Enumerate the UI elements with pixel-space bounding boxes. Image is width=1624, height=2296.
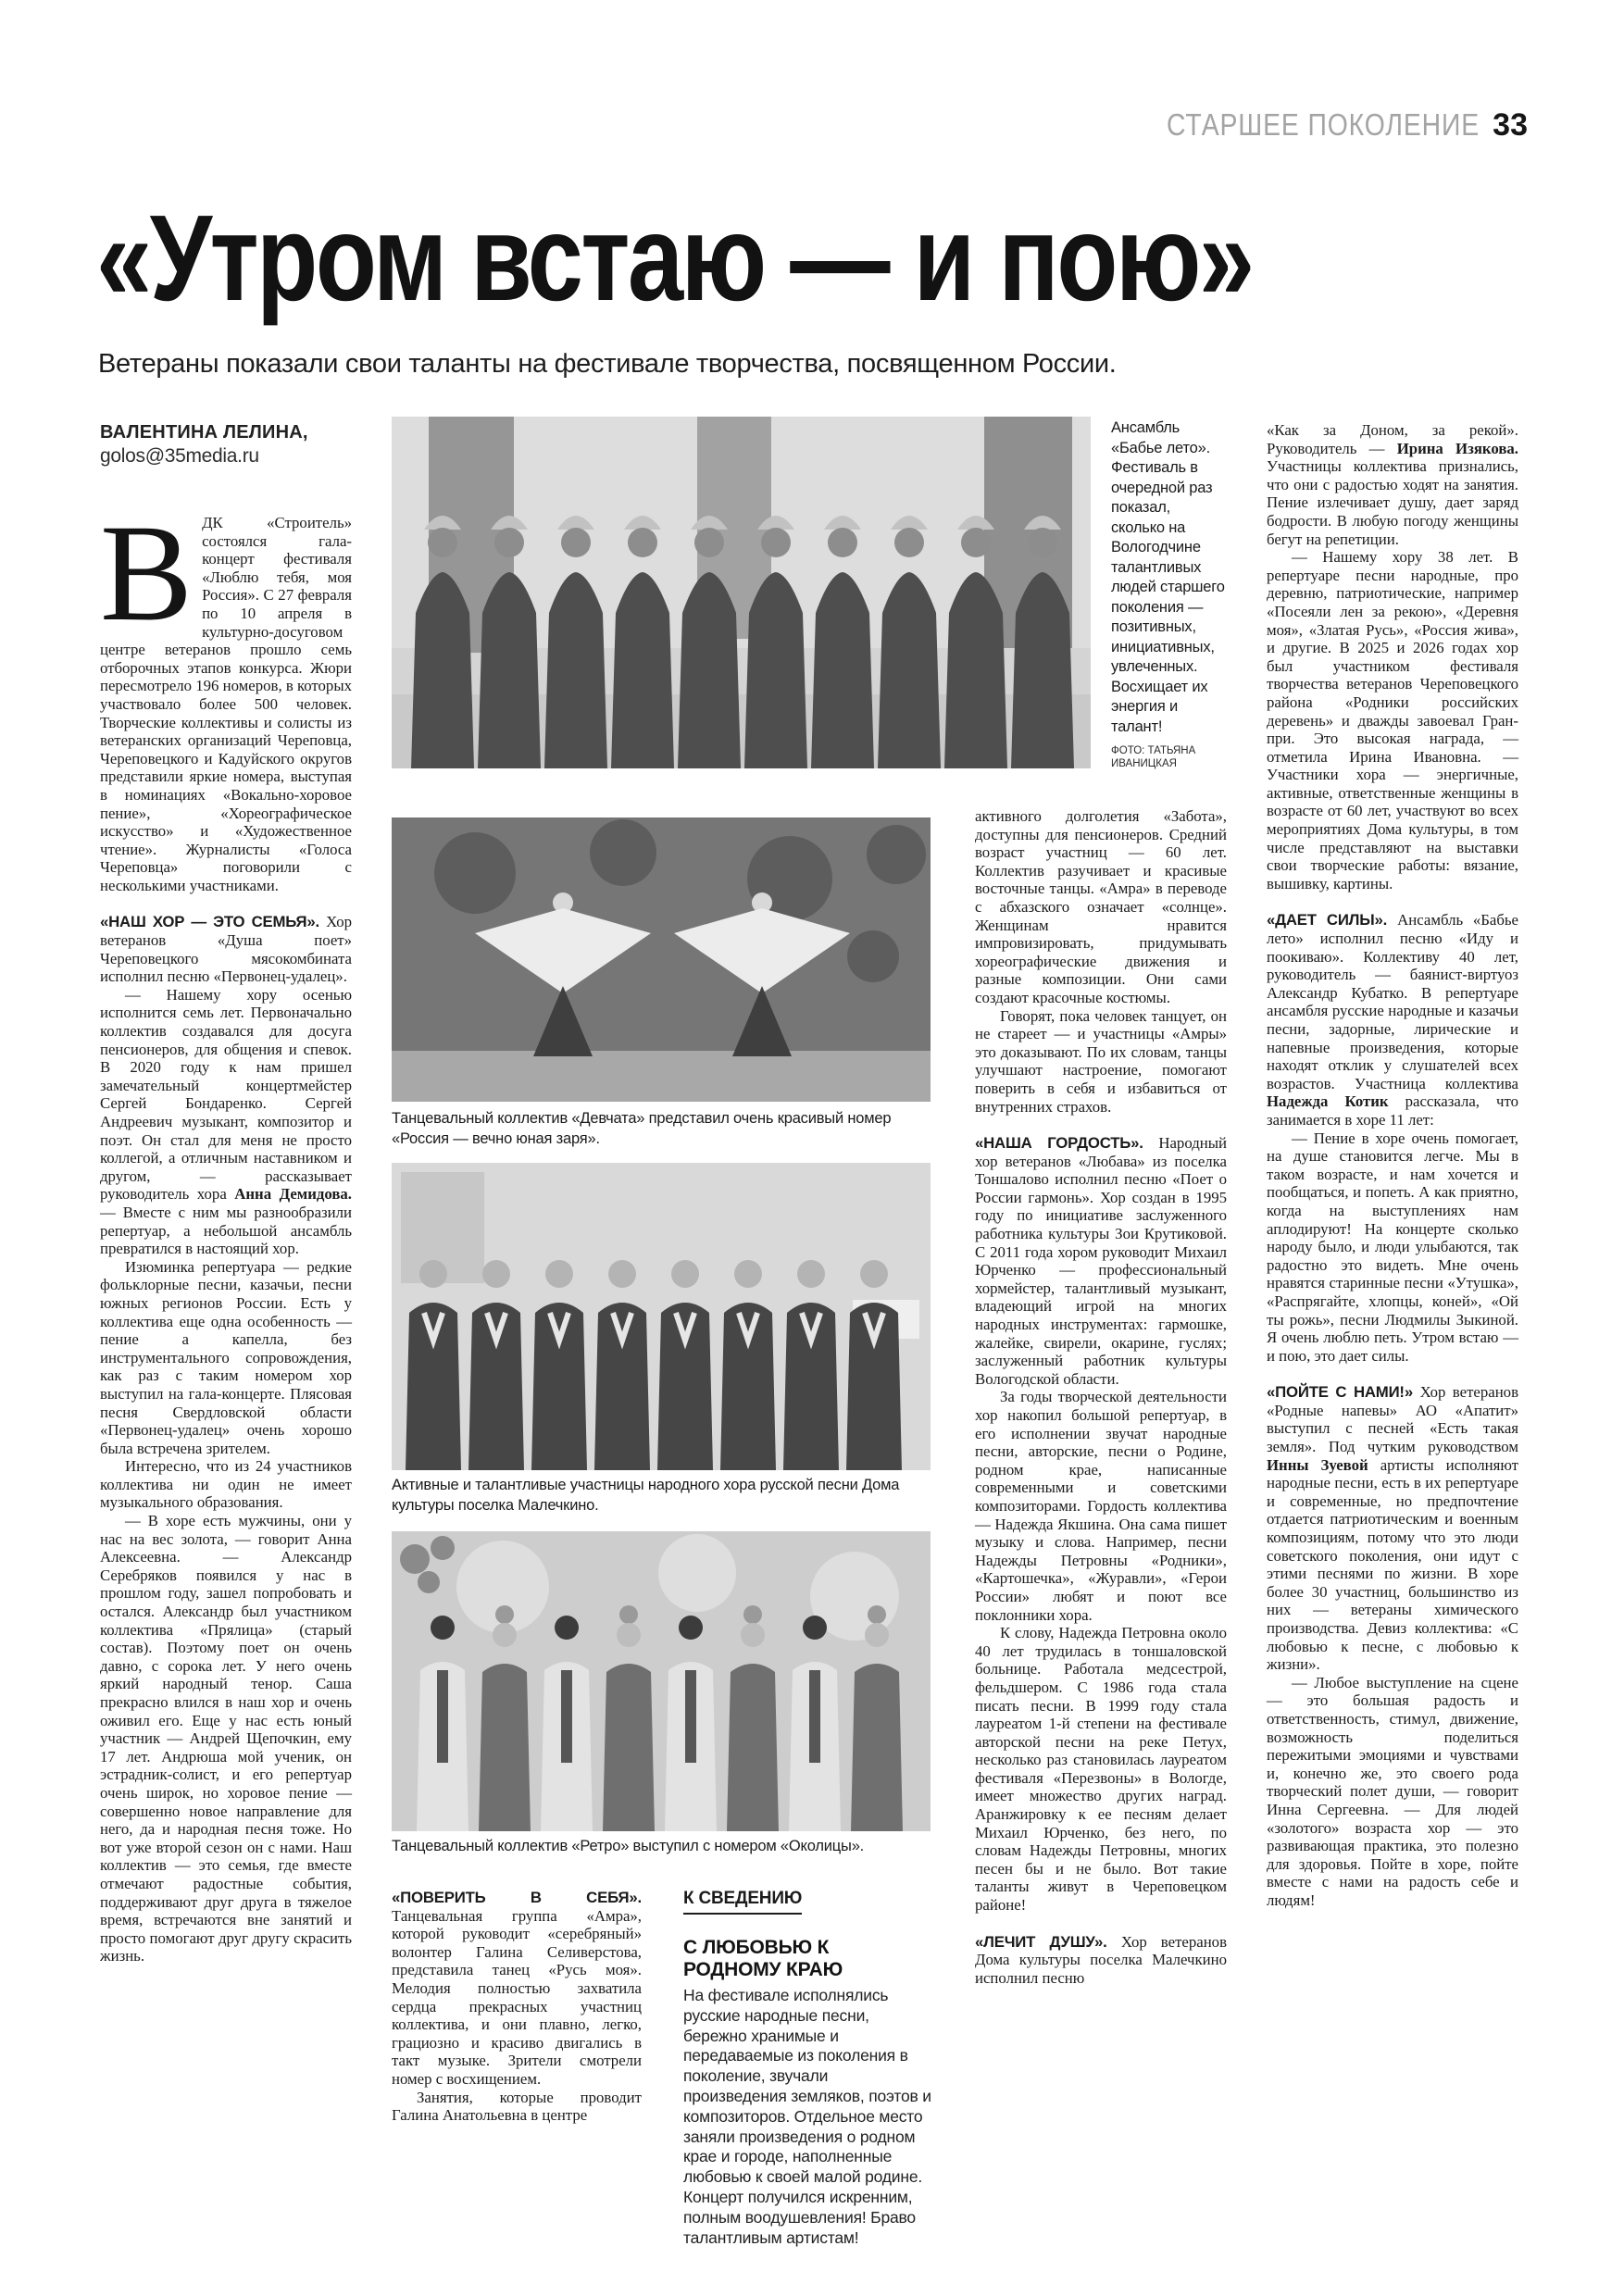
article-paragraph: Интересно, что из 24 участников коллектива ни один не имеет музыкального образования.	[100, 1457, 352, 1512]
article-paragraph: — Нашему хору осенью исполнится семь лет. Первоначально коллектив создавался для досуга пенсионеров, для общения и спевок. В 2020 году к нам пришел замечательный концертмейстер Сергей Бондаренко. Сергей Андреевич музыкант, композитор и поэт. Он стал для меня не просто коллегой, а отличным наставником и другом, — рассказывает руководитель хора Анна Демидова. — Вместе с ним мы разнообразили репертуар, а небольшой ансамбль превратился в настоящий хор.	[100, 985, 352, 1258]
article-paragraph: активного долголетия «Забота», доступны для пенсионеров. Средний возраст участниц — 60 лет. Коллектив разучивает и красивые восточные танцы. «Амра» в переводе с абхазского означает «солнце». Женщинам нравится импровизировать, придумывать хореографические движения и разные композиции. Они сами создают красочные костюмы.	[975, 807, 1227, 1006]
page-folio	[1116, 107, 1528, 144]
photo1-caption-block	[1111, 418, 1228, 770]
article-text-col1	[100, 496, 352, 1965]
section-label: СТАРШЕЕ ПОКОЛЕНИЕ	[1167, 107, 1480, 142]
article-paragraph: «ПОЙТЕ С НАМИ!» Хор ветеранов «Родные напевы» АО «Апатит» выступил с песней «Есть такая земля». Под чутким руководством Инны Зуевой артисты исполняют народные песни, есть в их репертуаре и современные, но предпочтение отдается патриотическим и военным композициям, потому что это люди советского поколения, они идут с этими песнями по жизни. В хоре более 30 участниц, большинство из них — ветераны химического производства. Девиз коллектива: «С любовью к песне, с любовью к жизни».	[1267, 1383, 1518, 1674]
article-paragraph: К слову, Надежда Петровна около 40 лет трудилась в тоншаловской больнице. Работала медсестрой, фельдшером. С 1986 года стала писать песни. В 1999 году стала лауреатом 1-й степени на фестивале авторской песни на реке Петух, несколько раз становилась лауреатом фестиваля «Перезвоны» в Вологде, имеет множество других наград. Аранжировку к ее песням делает Михаил Юрченко, без него, по словам Надежды Петровны, многих песен бы и не было. Вот такие таланты живут в Череповецком районе!	[975, 1624, 1227, 1915]
article-paragraph: — Любое выступление на сцене — это большая радость и ответственность, стимул, движение, возможность поделиться пережитыми эмоциями и чувствами и, конечно же, это своего рода творческий полет души, — говорит Инна Сергеевна. — Для людей «золотого» возраста хор — это развивающая практика, это полезно для здоровья. Пойте в хоре, пойте вместе с нами на радость себе и людям!	[1267, 1673, 1518, 1909]
article-column-5	[1267, 421, 1518, 1910]
photo-devchata-dance	[392, 817, 931, 1102]
article-headline: «Утром встаю — и пою»	[96, 190, 1253, 326]
article-paragraph: — В хоре есть мужчины, они у нас на вес золота, — говорит Анна Алексеевна. — Александр Серебряков появился у нас в прошлом году, зашел попробовать и остался. Александр был участником коллектива «Прялица» (старый состав). Поэтому поет он очень давно, с сорока лет. У него очень яркий народный тенор. Саша прекрасно влился в наш хор и очень оживил его. Еще у нас есть юный участник — Андрей Щепочкин, ему 17 лет. Андрюша мой ученик, он эстрадник-солист, и его репертуар очень широк, но хоровое пение — совершенно новое направление для него, да и народная песня тоже. Но вот уже второй сезон он с нами. Наш коллектив — это семья, где вместе отмечают радостные события, поддерживают друг друга в тяжелое время, встречаются вне занятий и просто помогают друг другу скрасить жизнь.	[100, 1512, 352, 1965]
photo4-caption: Танцевальный коллектив «Ретро» выступил с номером «Околицы».	[392, 1838, 865, 1854]
article-paragraph: «НАША ГОРДОСТЬ». Народный хор ветеранов «Любава» из поселка Тоншалово исполнил песню «Поет о России гармонь». Хор создан в 1995 году по инициативе заслуженного работника культуры Зои Крутиковой. С 2011 года хором руководит Михаил Юрченко — профессиональный хормейстер, талантливый музыкант, владеющий игрой на многих народных инструментах: гармошке, жалейке, свирели, окарине, гуслях; заслуженный работник культуры Вологодской области.	[975, 1134, 1227, 1388]
article-paragraph: За годы творческой деятельности хор накопил большой репертуар, в его исполнении звучат народные песни, авторские, песни о Родине, родном крае, написанные современными и советскими композиторами. Гордость коллектива — Надежда Якшина. Она сама пишет музыку и слова. Например, песни Надежды Петровны «Родники», «Картошечка», «Журавли», «Герои России» любят и поют все поклонники хора.	[975, 1388, 1227, 1624]
photo2-caption: Танцевальный коллектив «Девчата» представил очень красивый номер «Россия — вечно юная заря».	[392, 1110, 892, 1147]
info-box	[683, 1889, 931, 2248]
article-paragraph: ВДК «Строитель» состоялся гала-концерт фестиваля «Люблю тебя, моя Россия». С 27 февраля по 10 апреля в культурно-досуговом центре ветеранов прошло семь отборочных этапов конкурса. Жюри пересмотрело 196 номеров, в которых участвовало более 500 человек. Творческие коллективы и солисты из ветеранских организаций Череповца, Череповецкого и Кадуйского округов представили яркие номера, выступая в номинациях «Вокально-хоровое пение», «Хореографическое искусство» и «Художественное чтение». Журналисты «Голоса Череповца» поговорили с несколькими участниками.	[100, 496, 352, 894]
info-box-kicker: К СВЕДЕНИЮ	[683, 1889, 802, 1915]
photo3-caption: Активные и талантливые участницы народного хора русской песни Дома культуры поселка Малечкино.	[392, 1477, 900, 1514]
photo-retro-group	[392, 1531, 931, 1831]
article-column-4	[975, 807, 1227, 1987]
photo-placeholder-graphic	[392, 1163, 931, 1470]
article-paragraph: «ПОВЕРИТЬ В СЕБЯ». Танцевальная группа «Амра», которой руководит «серебряный» волонтер Галина Селиверстова, представила танец «Русь моя». Мелодия полностью захватила сердца прекрасных участниц коллектива, и они плавно, легко, грациозно и красиво двигались в такт музыке. Зрители смотрели номер с восхищением.	[392, 1889, 642, 2088]
article-paragraph: «ДАЕТ СИЛЫ». Ансамбль «Бабье лето» исполнил песню «Иду и поокиваю». Коллективу 40 лет, руководитель — баянист-виртуоз Александр Кубатко. В репертуаре ансамбля русские народные и казачьи песни, задорные, лирические и напевные произведения, которые находят отклик у слушателей всех возрастов. Участница коллектива Надежда Котик рассказала, что занимается в хоре 11 лет:	[1267, 911, 1518, 1129]
article-paragraph: Изюминка репертуара — редкие фольклорные песни, казачьи, песни южных регионов России. Есть у коллектива еще одна особенность — пение а капелла, без инструментального сопровождения, как раз с таким номером хор выступил на гала-концерте. Плясовая песня Свердловской области «Первонец-удалец» очень хорошо была встречена зрителем.	[100, 1257, 352, 1457]
article-paragraph: — Нашему хору 38 лет. В репертуаре песни народные, про деревню, патриотические, например «Посеяли лен за рекою», «Деревня моя», «Златая Русь», «Россия жива», и другие. В 2025 и 2026 годах хор был участником фестиваля творчества ветеранов Череповецкого района «Родники российских деревень» и дважды завоевал Гран-при. Это высокая награда, — отметила Ирина Ивановна. — Участники хора — энергичные, активные, ответственные женщины в возрасте от 60 лет, участвуют во всех мероприятиях Дома культуры, в том числе представляют на выставки свои творческие работы: вязание, вышивку, картины.	[1267, 548, 1518, 892]
byline-author: ВАЛЕНТИНА ЛЕЛИНА,	[100, 422, 308, 443]
photo1-credit: ФОТО: ТАТЬЯНА ИВАНИЦКАЯ	[1111, 745, 1196, 769]
photo-placeholder-graphic	[392, 817, 931, 1102]
drop-cap: В	[100, 496, 194, 650]
byline	[100, 421, 352, 468]
photo-ensemble-babye-leto	[392, 417, 1091, 768]
info-box-title: С ЛЮБОВЬЮ К РОДНОМУ КРАЮ	[683, 1937, 843, 1980]
article-paragraph: «НАШ ХОР — ЭТО СЕМЬЯ». Хор ветеранов «Душа поет» Череповецкого мясокомбината исполнил песню «Первонец-удалец».	[100, 913, 352, 986]
photo-placeholder-graphic	[392, 417, 1091, 768]
article-column-2	[392, 1889, 642, 2125]
info-box-body: На фестивале исполнялись русские народные песни, бережно хранимые и передаваемые из поколения в поколение, звучали произведения земляков, поэтов и композиторов. Отдельное место заняли произведения о родном крае и городе, наполненные любовью к своей малой родине. Концерт получился искренним, полным воодушевления! Браво талантливым артистам!	[683, 1986, 931, 2247]
photo1-caption: Ансамбль «Бабье лето». Фестиваль в очередной раз показал, сколько на Вологодчине талантливых людей старшего поколения — позитивных, инициативных, увлеченных. Восхищает их энергия и талант!	[1111, 419, 1225, 735]
article-deck: Ветераны показали свои таланты на фестивале творчества, посвященном России.	[98, 349, 1117, 379]
photo-placeholder-graphic	[392, 1531, 931, 1831]
article-paragraph: — Пение в хоре очень помогает, на душе становится легче. Мы в таком возрасте, и нам хочется и пообщаться, и попеть. А как приятно, когда на выступлениях нам аплодируют! На концерте сколько народу было, и люди улыбаются, так радостно это видеть. Мне очень нравятся старинные песни «Утушка», «Распрягайте, хлопцы, коней», «Ой ты рожь», песни Людмилы Зыкиной. Я очень люблю петь. Утром встаю — и пою, это дает силы.	[1267, 1129, 1518, 1365]
article-paragraph: Занятия, которые проводит Галина Анатольевна в центре	[392, 2088, 642, 2125]
page-number: 33	[1493, 107, 1528, 143]
photo-malechkino-choir	[392, 1163, 931, 1470]
article-paragraph: «Как за Доном, за рекой». Руководитель — Ирина Изякова. Участницы коллектива признались, что они с радостью ходят на занятия. Пение излечивает душу, дает заряд бодрости. В любую погоду женщины бегут на репетиции.	[1267, 421, 1518, 548]
article-paragraph: Говорят, пока человек танцует, он не стареет — и участницы «Амры» это доказывают. По их словам, танцы улучшают настроение, помогают поверить в себя и избавиться от внутренних страхов.	[975, 1006, 1227, 1116]
article-column-1	[100, 421, 352, 1965]
byline-email: golos@35media.ru	[100, 445, 259, 467]
article-paragraph: «ЛЕЧИТ ДУШУ». Хор ветеранов Дома культуры поселка Малечкино исполнил песню	[975, 1932, 1227, 1987]
